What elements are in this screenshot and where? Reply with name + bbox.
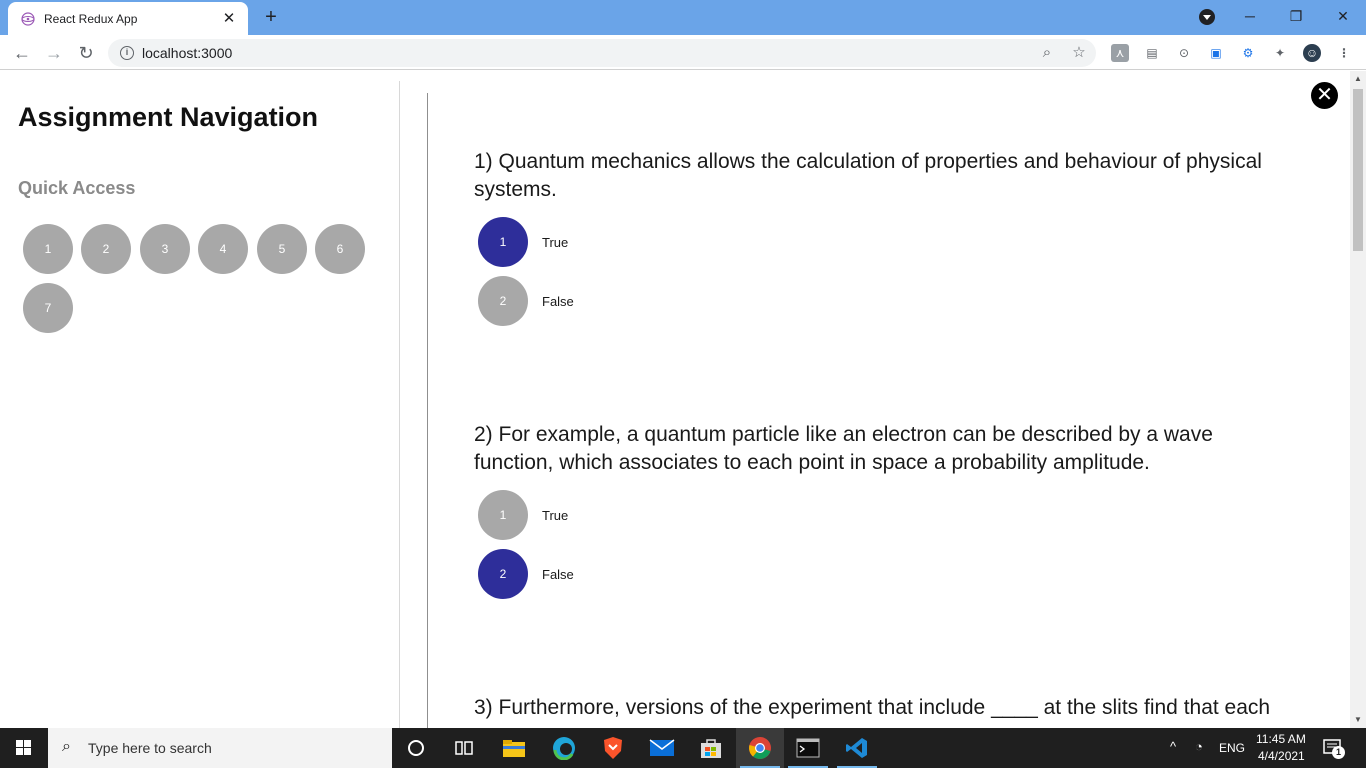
brave-browser-icon[interactable] — [589, 728, 637, 768]
scroll-up-arrow-icon[interactable]: ▲ — [1354, 74, 1362, 83]
option-number-circle[interactable]: 1 — [478, 217, 528, 267]
extension-screen-icon[interactable]: ▣ — [1210, 46, 1222, 60]
quick-access-button-6[interactable]: 6 — [315, 224, 365, 274]
option-label: False — [542, 293, 574, 309]
minimize-button[interactable]: ─ — [1245, 8, 1255, 24]
assignment-sidebar — [0, 81, 400, 728]
extension-code-icon[interactable]: ⊙ — [1178, 46, 1190, 60]
page-content — [0, 71, 1350, 728]
bookmark-star-icon[interactable]: ☆ — [1072, 44, 1086, 61]
quick-access-button-7[interactable]: 7 — [23, 283, 73, 333]
url-text: localhost:3000 — [142, 45, 233, 61]
chrome-menu-icon[interactable]: ⋮ — [1338, 46, 1350, 60]
clock-date[interactable]: 4/4/2021 — [1258, 749, 1305, 763]
question-text: 1) Quantum mechanics allows the calculation of properties and behaviour of physical systems. — [474, 150, 1262, 201]
cortana-icon[interactable] — [392, 728, 440, 768]
option-number-circle[interactable]: 1 — [478, 490, 528, 540]
vscode-icon[interactable] — [833, 728, 881, 768]
quick-access-button-4[interactable]: 4 — [198, 224, 248, 274]
extension-gear-icon[interactable]: ⚙ — [1242, 46, 1254, 60]
option-false[interactable] — [478, 549, 574, 599]
extension-pdf-icon[interactable]: ⋏ — [1111, 44, 1129, 62]
option-false[interactable] — [478, 276, 574, 326]
chrome-menu-dropdown-icon[interactable] — [1199, 9, 1215, 25]
scroll-thumb[interactable] — [1353, 89, 1363, 251]
taskbar-search-box[interactable] — [48, 728, 392, 768]
option-label: False — [542, 566, 574, 582]
language-indicator[interactable]: ENG — [1219, 741, 1246, 755]
chrome-taskbar-icon[interactable] — [736, 728, 784, 768]
close-window-button[interactable]: ✕ — [1337, 8, 1349, 24]
tab-title: React Redux App — [44, 11, 138, 26]
terminal-icon[interactable] — [784, 728, 832, 768]
mail-icon[interactable] — [638, 728, 686, 768]
react-favicon-icon — [20, 11, 36, 27]
quick-access-button-2[interactable]: 2 — [81, 224, 131, 274]
extensions-puzzle-icon[interactable]: ✦ — [1274, 46, 1286, 60]
option-number-circle[interactable]: 2 — [478, 276, 528, 326]
quick-access-button-1[interactable]: 1 — [23, 224, 73, 274]
browser-tab-bar — [0, 0, 1366, 35]
microsoft-store-icon[interactable] — [687, 728, 735, 768]
new-tab-button[interactable]: + — [265, 6, 277, 28]
profile-avatar[interactable]: ☺ — [1303, 44, 1321, 62]
close-assignment-button[interactable]: ✕ — [1311, 82, 1338, 109]
option-true[interactable] — [478, 217, 568, 267]
sidebar-title: Assignment Navigation — [18, 102, 319, 132]
edge-browser-icon[interactable] — [540, 728, 588, 768]
question-2 — [474, 421, 1294, 582]
question-1 — [474, 148, 1294, 309]
zoom-icon[interactable]: ⌕ — [1042, 44, 1052, 61]
file-explorer-icon[interactable] — [490, 728, 538, 768]
option-number-circle[interactable]: 2 — [478, 549, 528, 599]
reload-button[interactable]: ↻ — [78, 43, 94, 63]
windows-logo-icon — [0, 728, 48, 768]
restore-button[interactable]: ❐ — [1289, 8, 1303, 24]
start-button[interactable] — [0, 728, 48, 768]
back-button[interactable]: ← — [13, 43, 31, 63]
question-text: 3) Furthermore, versions of the experiment that include ____ at the slits find that each — [474, 696, 1271, 719]
task-view-icon[interactable] — [440, 728, 488, 768]
scroll-down-arrow-icon[interactable]: ▼ — [1354, 715, 1362, 724]
tray-chevron-up-icon[interactable]: ^ — [1170, 739, 1177, 754]
forward-button[interactable]: → — [45, 43, 63, 63]
windows-taskbar — [0, 728, 1366, 768]
wifi-icon[interactable]: ◔ — [1195, 739, 1203, 754]
option-label: True — [542, 234, 569, 250]
quick-access-button-5[interactable]: 5 — [257, 224, 307, 274]
site-info-icon[interactable]: i — [120, 46, 134, 60]
browser-tab[interactable] — [8, 2, 248, 35]
extension-doc-icon[interactable]: ▤ — [1146, 46, 1158, 60]
question-3 — [474, 694, 1294, 722]
page-scrollbar[interactable] — [1350, 71, 1366, 728]
browser-toolbar — [0, 35, 1366, 70]
option-label: True — [542, 507, 569, 523]
address-bar[interactable] — [108, 39, 1096, 67]
content-divider — [427, 93, 428, 728]
clock-time[interactable]: 11:45 AM — [1256, 732, 1306, 746]
search-placeholder: Type here to search — [88, 740, 212, 756]
search-icon: ⌕ — [62, 738, 71, 755]
question-text: 2) For example, a quantum particle like an electron can be described by a wave function, which associates to each point in space a probability amplitude. — [474, 423, 1213, 474]
close-tab-icon[interactable]: ✕ — [222, 9, 236, 27]
option-true[interactable] — [478, 490, 568, 540]
notification-center-icon[interactable] — [1322, 738, 1344, 758]
notification-badge: 1 — [1332, 746, 1345, 759]
quick-access-button-3[interactable]: 3 — [140, 224, 190, 274]
quick-access-label: Quick Access — [18, 178, 136, 198]
